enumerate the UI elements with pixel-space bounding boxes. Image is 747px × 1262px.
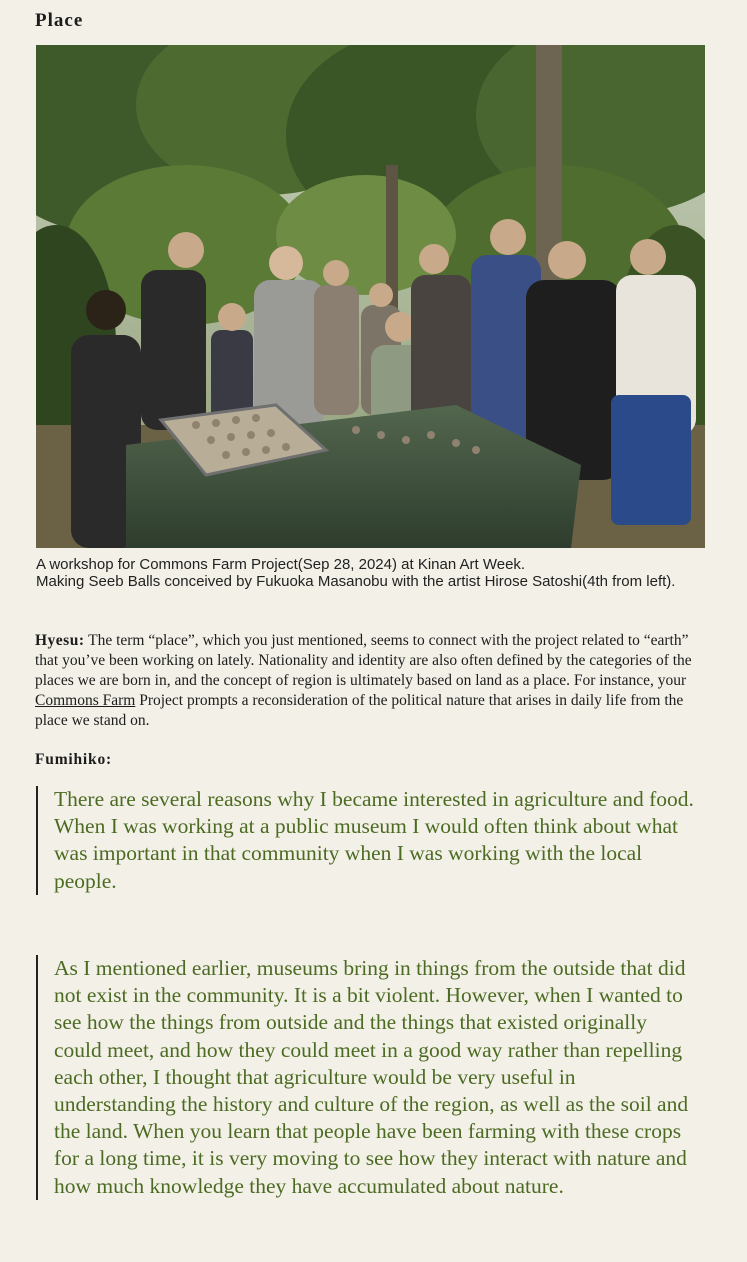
hyesu-text-after: Project prompts a reconsideration of the political nature that arises in daily life from the place we stand on. [35, 692, 684, 729]
hyesu-paragraph [35, 631, 715, 731]
hyesu-text-before: The term “place”, which you just mentioned, seems to connect with the project related to “earth” that you’ve been working on lately. Nationality and identity are also often defined by the categories of the places we are born in, and the concept of region is ultimately based on land as a place. For instance, your [35, 632, 692, 689]
speaker-fumihiko: Fumihiko: [35, 751, 112, 768]
quote-block-2: As I mentioned earlier, museums bring in things from the outside that did not exist in the community. It is a bit violent. However, when I wanted to see how the things from outside and the things that existed originally could meet, and how they could meet in a good way rather than repelling each other, I thought that agriculture would be very useful in understanding the history and culture of the region, as well as the soil and the land. When you learn that people have been farming with these crops for a long time, it is very moving to see how they interact with nature and how much knowledge they have accumulated about nature. [36, 955, 694, 1200]
caption-line-1: A workshop for Commons Farm Project(Sep 28, 2024) at Kinan Art Week. [36, 556, 526, 573]
speaker-hyesu: Hyesu: [35, 632, 85, 649]
commons-farm-link[interactable]: Commons Farm [35, 692, 136, 709]
section-heading: Place [35, 10, 84, 31]
photo-caption [36, 556, 716, 590]
quote-block-1: There are several reasons why I became interested in agriculture and food. When I was working at a public museum I would often think about what was important in that community when I was working with the local people. [36, 786, 694, 895]
group-photo-image [36, 45, 705, 548]
caption-line-2: Making Seeb Balls conceived by Fukuoka Masanobu with the artist Hirose Satoshi(4th from left). [36, 573, 676, 590]
